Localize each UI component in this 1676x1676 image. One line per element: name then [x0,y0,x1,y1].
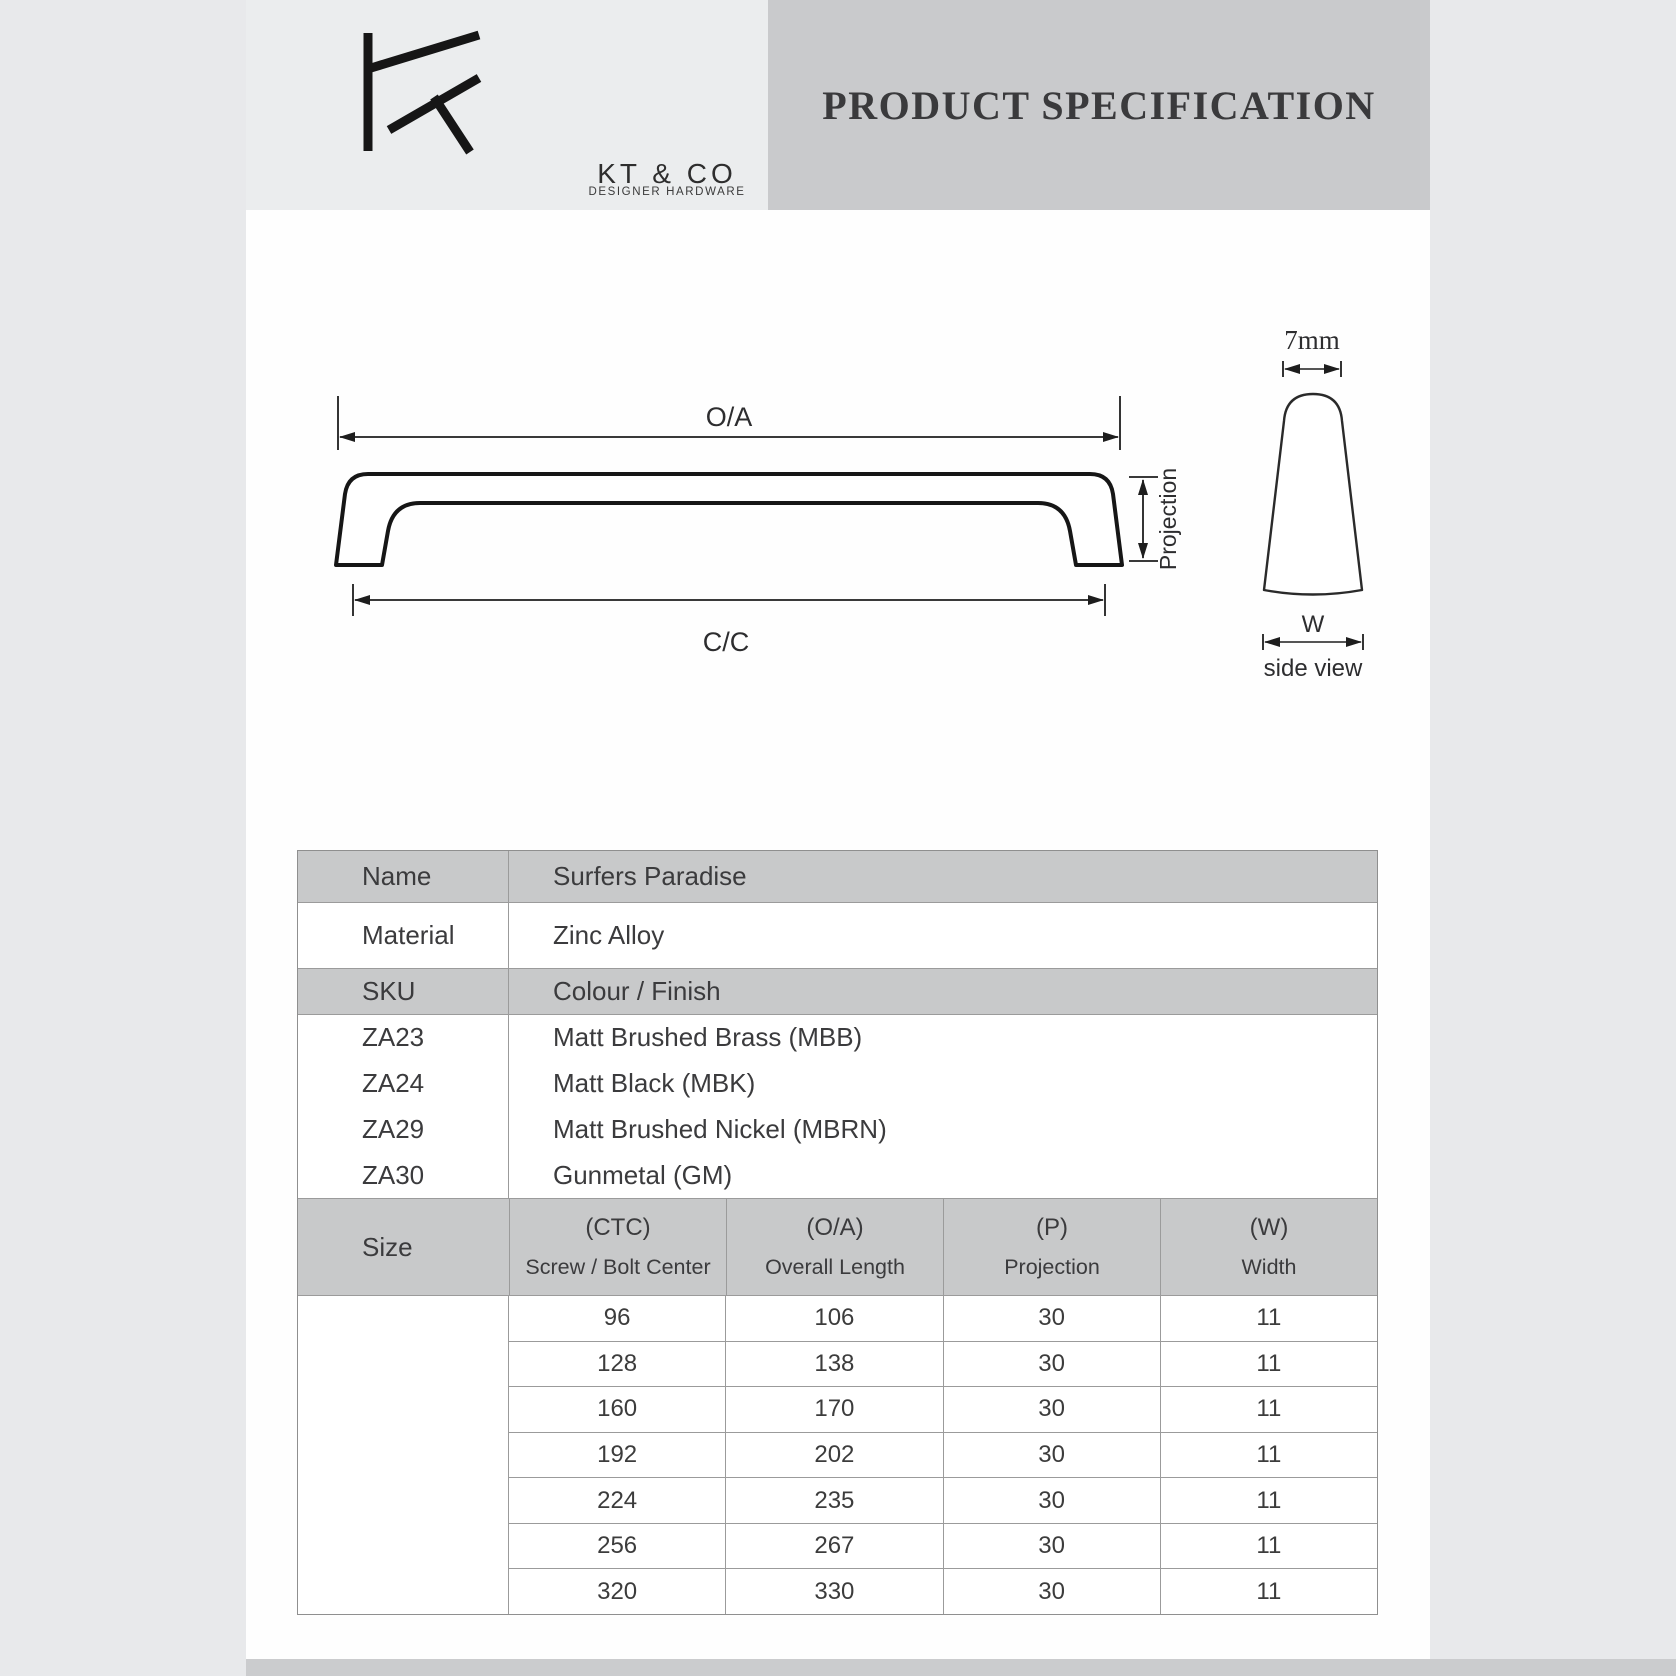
size-column-name: Projection [1004,1255,1100,1279]
size-column-ctc [509,1199,726,1295]
size-value: 30 [943,1569,1160,1614]
brand-name: KT & CO [597,158,737,189]
side-top-width-label: 7mm [1284,325,1340,355]
table-row-sku-list [298,1014,1377,1198]
size-value: 96 [603,1304,631,1332]
size-column-name: Overall Length [765,1255,905,1279]
size-value: 138 [725,1342,942,1387]
size-value: 202 [725,1433,942,1478]
table-row-name [298,851,1377,902]
sku-label: SKU [298,969,509,1014]
table-row [509,1432,1377,1478]
projection-label: Projection [1155,467,1181,571]
size-column-name: Width [1241,1255,1297,1279]
size-value: 30 [943,1296,1160,1341]
side-width-label: W [1301,611,1325,638]
finish-label: Colour / Finish [553,976,721,1006]
handle-side-view-outline [1264,394,1362,595]
size-value: 30 [943,1478,1160,1523]
material-label: Material [298,903,509,968]
size-value: 267 [725,1524,942,1569]
title-box [768,0,1430,210]
size-column-code: (P) [1036,1214,1068,1241]
side-view-caption: side view [1263,655,1363,682]
oa-label: O/A [705,402,753,432]
table-row-size-header [298,1198,1377,1295]
handle-front-view-outline [336,474,1122,565]
sku-code: ZA24 [362,1068,425,1099]
size-spacer-cell [298,1296,509,1614]
size-column-code: (CTC) [585,1214,651,1241]
table-row-sku-header [298,968,1377,1014]
logo-strip [246,0,768,212]
sku-codes [298,1015,509,1198]
sku-finishes [509,1015,1377,1198]
size-label: Size [362,1231,413,1262]
sku-finish: Matt Brushed Brass (MBB) [553,1022,863,1053]
size-value: 11 [1160,1342,1377,1387]
handle-technical-drawing [280,300,1400,700]
size-column-p [943,1199,1160,1295]
table-row [509,1386,1377,1432]
table-row-material [298,902,1377,968]
size-column-w [1160,1199,1377,1295]
sku-code: ZA30 [362,1159,425,1190]
size-value: 11 [1160,1387,1377,1432]
size-data-body [298,1295,1377,1614]
size-value: 11 [1160,1569,1377,1614]
cc-label: C/C [702,627,750,657]
size-value: 11 [1160,1524,1377,1569]
size-value: 30 [943,1342,1160,1387]
sku-finish: Matt Brushed Nickel (MBRN) [553,1113,887,1144]
size-column-oa [726,1199,943,1295]
size-value: 106 [725,1296,942,1341]
footer-strip [246,1659,1676,1676]
size-value: 330 [725,1569,942,1614]
size-value: 235 [725,1478,942,1523]
table-row [509,1523,1377,1569]
sku-code: ZA29 [362,1113,425,1144]
size-value: 128 [597,1349,638,1377]
size-value: 192 [597,1441,638,1469]
size-value: 224 [597,1486,638,1514]
size-rows [509,1296,1377,1614]
page-title: PRODUCT SPECIFICATION [822,82,1376,128]
sku-finish: Gunmetal (GM) [553,1159,733,1190]
size-column-code: (W) [1249,1214,1289,1241]
sku-code: ZA23 [362,1022,425,1053]
name-value: Surfers Paradise [553,861,747,891]
size-value: 11 [1160,1478,1377,1523]
size-value: 160 [597,1395,638,1423]
table-row [509,1341,1377,1387]
size-value: 256 [597,1532,638,1560]
name-label: Name [298,851,509,902]
size-value: 170 [725,1387,942,1432]
size-value: 11 [1160,1433,1377,1478]
table-row [509,1477,1377,1523]
size-value: 11 [1160,1296,1377,1341]
size-value: 30 [943,1387,1160,1432]
brand-tagline: DESIGNER HARDWARE [588,186,746,198]
spec-table [297,850,1378,1615]
material-value: Zinc Alloy [553,920,665,950]
size-column-code: (O/A) [806,1214,864,1241]
table-row [509,1568,1377,1614]
size-value: 30 [943,1524,1160,1569]
size-value: 30 [943,1433,1160,1478]
table-row [509,1296,1377,1341]
size-value: 320 [597,1577,638,1605]
sku-finish: Matt Black (MBK) [553,1068,756,1099]
size-column-name: Screw / Bolt Center [525,1255,711,1279]
